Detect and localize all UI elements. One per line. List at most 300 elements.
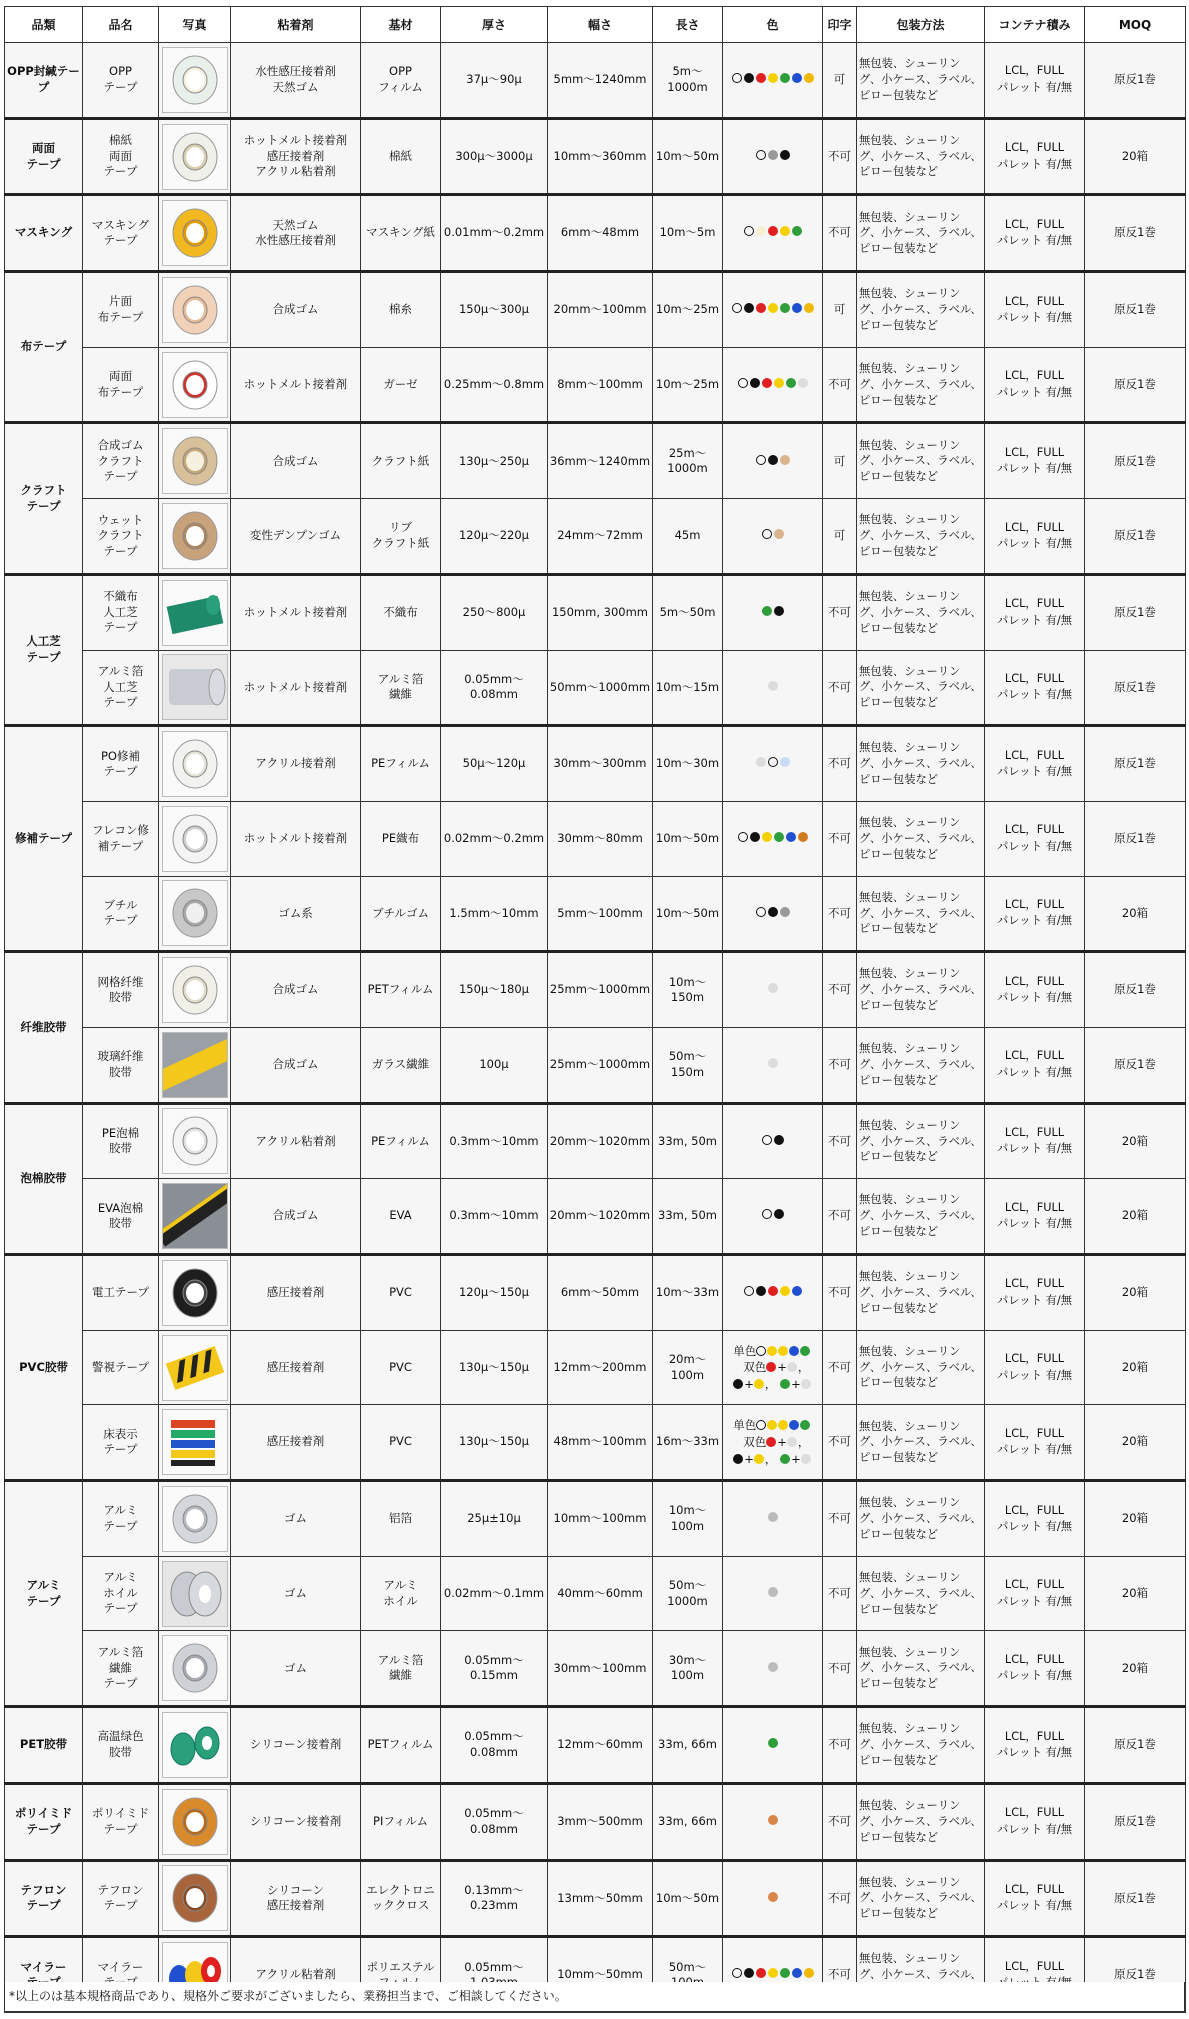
color-swatch (804, 1968, 814, 1978)
table-row (5, 1481, 1186, 1557)
print-cell: 不可 (823, 1860, 857, 1937)
container-cell: LCL，FULL パレット 有/無 (985, 347, 1085, 423)
product-photo (159, 1860, 231, 1937)
thickness-cell: 0.02mm～0.1mm (441, 1556, 548, 1631)
color-swatch (768, 907, 778, 917)
adhesive-cell: アクリル接着剤 (231, 726, 361, 802)
width-cell: 6mm～50mm (548, 1255, 653, 1331)
packaging-cell: 無包装、シューリング、小ケース、ラベル、ピロー包装など (857, 43, 985, 119)
tape-photo-icon (162, 47, 228, 113)
container-cell: LCL，FULL パレット 有/無 (985, 1783, 1085, 1860)
color-swatch (774, 1135, 784, 1145)
moq-cell: 20箱 (1085, 1631, 1186, 1707)
color-swatch (787, 1437, 797, 1447)
moq-cell: 20箱 (1085, 1179, 1186, 1255)
product-name: 片面 布テープ (83, 272, 159, 348)
color-swatch (738, 378, 748, 388)
print-cell: 可 (823, 423, 857, 499)
packaging-cell: 無包装、シューリング、小ケース、ラベル、ピロー包装など (857, 1631, 985, 1707)
adhesive-cell: 変性デンプンゴム (231, 499, 361, 575)
table-row (5, 1860, 1186, 1937)
thickness-cell: 150μ～180μ (441, 952, 548, 1028)
color-swatches (738, 378, 808, 388)
product-photo (159, 1103, 231, 1179)
width-cell: 10mm～50mm (548, 1937, 653, 2013)
header-thickness: 厚さ (441, 7, 548, 43)
adhesive-cell: 合成ゴム (231, 952, 361, 1028)
length-cell: 10m～100m (653, 1481, 723, 1557)
thickness-cell: 0.05mm～0.08mm (441, 650, 548, 726)
packaging-cell: 無包装、シューリング、小ケース、ラベル、ピロー包装など (857, 1255, 985, 1331)
product-photo (159, 1179, 231, 1255)
length-cell: 33m, 66m (653, 1707, 723, 1784)
base-material-cell: PVC (361, 1330, 441, 1405)
container-cell: LCL，FULL パレット 有/無 (985, 801, 1085, 876)
base-material-cell: PE織布 (361, 801, 441, 876)
thickness-cell: 0.3mm～10mm (441, 1103, 548, 1179)
color-swatch (780, 150, 790, 160)
adhesive-cell: ゴム系 (231, 876, 361, 952)
moq-cell: 20箱 (1085, 1330, 1186, 1405)
thickness-cell: 1.5mm～10mm (441, 876, 548, 952)
packaging-cell: 無包装、シューリング、小ケース、ラベル、ピロー包装など (857, 1027, 985, 1103)
color-swatch (780, 1454, 790, 1464)
category-cell: PVC胶带 (5, 1255, 83, 1481)
packaging-cell: 無包装、シューリング、小ケース、ラベル、ピロー包装など (857, 1556, 985, 1631)
thickness-cell: 120μ～220μ (441, 499, 548, 575)
color-swatch (780, 1286, 790, 1296)
moq-cell: 原反1巻 (1085, 347, 1186, 423)
product-name: ブチル テープ (83, 876, 159, 952)
tape-photo-icon (162, 1635, 228, 1701)
color-swatch (756, 303, 766, 313)
color-swatch (756, 226, 766, 236)
width-cell: 20mm～1020mm (548, 1103, 653, 1179)
color-swatches (762, 1135, 784, 1145)
tape-photo-icon (162, 1486, 228, 1552)
product-photo (159, 801, 231, 876)
color-swatches (768, 1587, 778, 1597)
print-cell: 不可 (823, 1631, 857, 1707)
thickness-cell: 0.02mm～0.2mm (441, 801, 548, 876)
color-cell (723, 1330, 823, 1405)
color-swatch (756, 1968, 766, 1978)
color-swatch (804, 303, 814, 313)
color-combination: 单色 双色 + ， + ， + (733, 1418, 810, 1466)
color-swatch (768, 150, 778, 160)
packaging-cell: 無包装、シューリング、小ケース、ラベル、ピロー包装など (857, 650, 985, 726)
length-cell: 50m～150m (653, 1027, 723, 1103)
product-photo (159, 574, 231, 650)
category-cell: 人工芝 テープ (5, 574, 83, 725)
color-swatch (774, 529, 784, 539)
table-row (5, 1255, 1186, 1331)
color-swatch (801, 1454, 811, 1464)
color-swatch (780, 757, 790, 767)
category-cell: マスキング (5, 195, 83, 272)
width-cell: 30mm～80mm (548, 801, 653, 876)
print-cell: 不可 (823, 876, 857, 952)
base-material-cell: PEフィルム (361, 726, 441, 802)
thickness-cell: 300μ～3000μ (441, 118, 548, 195)
color-cell (723, 118, 823, 195)
container-cell: LCL，FULL パレット 有/無 (985, 43, 1085, 119)
thickness-cell: 50μ～120μ (441, 726, 548, 802)
header-category: 品類 (5, 7, 83, 43)
color-cell (723, 650, 823, 726)
length-cell: 50m～ (653, 1937, 723, 2013)
thickness-cell: 0.05mm～0.08mm (441, 1783, 548, 1860)
color-swatch (744, 1968, 754, 1978)
thickness-cell: 100μ (441, 1027, 548, 1103)
base-material-cell: クラフト紙 (361, 423, 441, 499)
width-cell: 5mm～100mm (548, 876, 653, 952)
adhesive-cell: ホットメルト接着剤 (231, 801, 361, 876)
adhesive-cell: 合成ゴム (231, 272, 361, 348)
table-body (5, 43, 1186, 2013)
color-swatch (762, 1135, 772, 1145)
length-cell: 25m～1000m (653, 423, 723, 499)
packaging-cell: 無包装、シューリング、小ケース、ラベル、ピロー包装など (857, 499, 985, 575)
width-cell: 12mm～200mm (548, 1330, 653, 1405)
base-material-cell: PETフィルム (361, 1707, 441, 1784)
color-swatch (762, 832, 772, 842)
color-cell (723, 43, 823, 119)
color-swatches (732, 303, 814, 313)
packaging-cell: 無包装、シューリング、小ケース、ラベル、ピロー包装など (857, 1330, 985, 1405)
length-cell: 16m～33m (653, 1405, 723, 1481)
color-swatches (768, 1892, 778, 1902)
width-cell: 48mm～100mm (548, 1405, 653, 1481)
color-swatch (754, 1454, 764, 1464)
color-swatch (774, 832, 784, 842)
product-photo (159, 1707, 231, 1784)
color-swatches (744, 226, 802, 236)
print-cell: 不可 (823, 1937, 857, 2013)
width-cell: 20mm～100mm (548, 272, 653, 348)
color-swatch (756, 455, 766, 465)
base-material-cell: OPP フィルム (361, 43, 441, 119)
color-swatch (768, 1512, 778, 1522)
color-swatch (766, 1362, 776, 1372)
product-name: EVA泡棉 胶带 (83, 1179, 159, 1255)
color-swatch (774, 1209, 784, 1219)
tape-photo-icon (162, 1335, 228, 1401)
header-print: 印字 (823, 7, 857, 43)
moq-cell: 原反1巻 (1085, 1027, 1186, 1103)
width-cell: 3mm～500mm (548, 1783, 653, 1860)
length-cell: 5m～1000m (653, 43, 723, 119)
table-row (5, 347, 1186, 423)
product-name: 不織布 人工芝 テープ (83, 574, 159, 650)
color-swatch (768, 455, 778, 465)
product-name: 玻璃纤维 胶带 (83, 1027, 159, 1103)
moq-cell: 原反1巻 (1085, 801, 1186, 876)
category-cell: 纤维胶带 (5, 952, 83, 1103)
adhesive-cell: ゴム (231, 1631, 361, 1707)
thickness-cell: 0.05mm～ (441, 1937, 548, 2013)
adhesive-cell: 水性感圧接着剤 天然ゴム (231, 43, 361, 119)
width-cell: 10mm～360mm (548, 118, 653, 195)
base-material-cell: PVC (361, 1405, 441, 1481)
print-cell: 不可 (823, 1027, 857, 1103)
color-cell (723, 423, 823, 499)
tape-photo-icon (162, 654, 228, 720)
container-cell: LCL，FULL パレット 有/無 (985, 1556, 1085, 1631)
length-cell: 10m～5m (653, 195, 723, 272)
color-swatch (738, 832, 748, 842)
color-swatch (754, 1379, 764, 1389)
product-name: 网格纤维 胶带 (83, 952, 159, 1028)
container-cell: LCL，FULL パレット 有/無 (985, 1027, 1085, 1103)
tape-photo-icon (162, 731, 228, 797)
table-row (5, 118, 1186, 195)
color-cell (723, 1179, 823, 1255)
product-name: OPP テープ (83, 43, 159, 119)
product-name: PO修補 テープ (83, 726, 159, 802)
print-cell: 不可 (823, 1783, 857, 1860)
color-swatches (768, 1815, 778, 1825)
print-cell: 不可 (823, 347, 857, 423)
adhesive-cell: アクリル粘着剤 (231, 1103, 361, 1179)
container-cell: LCL，FULL パレット 有/無 (985, 195, 1085, 272)
product-name: 高温绿色 胶带 (83, 1707, 159, 1784)
container-cell: LCL，FULL パレット 有/無 (985, 726, 1085, 802)
color-swatch (800, 1346, 810, 1356)
color-swatch (768, 983, 778, 993)
base-material-cell: 不織布 (361, 574, 441, 650)
moq-cell: 20箱 (1085, 1255, 1186, 1331)
moq-cell: 20箱 (1085, 1556, 1186, 1631)
color-swatch (756, 1346, 766, 1356)
color-swatch (768, 1286, 778, 1296)
product-photo (159, 43, 231, 119)
product-photo (159, 650, 231, 726)
product-photo (159, 499, 231, 575)
color-swatch (780, 226, 790, 236)
moq-cell: 原反1巻 (1085, 499, 1186, 575)
color-swatch (762, 529, 772, 539)
adhesive-cell: ゴム (231, 1481, 361, 1557)
thickness-cell: 150μ～300μ (441, 272, 548, 348)
color-swatch (800, 1420, 810, 1430)
product-photo (159, 1481, 231, 1557)
color-swatches (768, 1662, 778, 1672)
color-swatch (787, 1362, 797, 1372)
tape-photo-icon (162, 503, 228, 569)
product-photo (159, 726, 231, 802)
width-cell: 150mm, 300mm (548, 574, 653, 650)
color-swatch (767, 1420, 777, 1430)
container-cell: LCL，FULL パレット 有/無 (985, 1707, 1085, 1784)
container-cell: LCL，FULL パレット 有/無 (985, 650, 1085, 726)
color-swatch (768, 1058, 778, 1068)
color-swatches (732, 1968, 814, 1978)
color-swatches (768, 983, 778, 993)
color-swatch (780, 907, 790, 917)
packaging-cell: 無包装、シューリング、小ケース、ラベル、ピロー包装など (857, 876, 985, 952)
color-swatch (801, 1379, 811, 1389)
color-swatch (762, 378, 772, 388)
product-photo (159, 1255, 231, 1331)
print-cell: 不可 (823, 1179, 857, 1255)
table-row (5, 726, 1186, 802)
category-cell: テフロン テープ (5, 1860, 83, 1937)
thickness-cell: 0.25mm～0.8mm (441, 347, 548, 423)
color-swatches (744, 1286, 802, 1296)
width-cell: 6mm～48mm (548, 195, 653, 272)
table-row (5, 1330, 1186, 1405)
length-cell: 30m～100m (653, 1631, 723, 1707)
base-material-cell: ポリエステル (361, 1937, 441, 2013)
base-material-cell: エレクトロニ ッククロス (361, 1860, 441, 1937)
base-material-cell: アルミ箔 繊維 (361, 1631, 441, 1707)
color-swatch (762, 606, 772, 616)
table-row (5, 1631, 1186, 1707)
thickness-cell: 250～800μ (441, 574, 548, 650)
length-cell: 10m～150m (653, 952, 723, 1028)
adhesive-cell: ゴム (231, 1556, 361, 1631)
color-cell (723, 195, 823, 272)
header-container: コンテナ積み (985, 7, 1085, 43)
packaging-cell: 無包装、シューリング、小ケース、ラベル、ピロー包装など (857, 1707, 985, 1784)
tape-photo-icon (162, 1108, 228, 1174)
base-material-cell: 铝箔 (361, 1481, 441, 1557)
print-cell: 不可 (823, 1255, 857, 1331)
adhesive-cell: シリコーン 感圧接着剤 (231, 1860, 361, 1937)
table-row (5, 801, 1186, 876)
container-cell: LCL，FULL パレット 有/無 (985, 499, 1085, 575)
color-swatch (756, 73, 766, 83)
print-cell: 不可 (823, 1103, 857, 1179)
product-name: テフロン テープ (83, 1860, 159, 1937)
product-photo (159, 1556, 231, 1631)
table-row (5, 195, 1186, 272)
thickness-cell: 130μ～250μ (441, 423, 548, 499)
table-row (5, 876, 1186, 952)
color-swatch (756, 150, 766, 160)
product-name: 合成ゴム クラフト テープ (83, 423, 159, 499)
length-cell: 10m～33m (653, 1255, 723, 1331)
base-material-cell: PIフィルム (361, 1783, 441, 1860)
color-swatch (768, 757, 778, 767)
container-cell: LCL，FULL パレット 有/無 (985, 1255, 1085, 1331)
width-cell: 12mm～60mm (548, 1707, 653, 1784)
color-swatch (733, 1454, 743, 1464)
print-cell: 可 (823, 272, 857, 348)
container-cell: LCL，FULL パレット 有/無 (985, 1860, 1085, 1937)
length-cell: 10m～25m (653, 347, 723, 423)
category-cell: クラフト テープ (5, 423, 83, 574)
print-cell: 不可 (823, 1481, 857, 1557)
width-cell: 50mm～1000mm (548, 650, 653, 726)
tape-photo-icon (162, 1865, 228, 1931)
adhesive-cell: アクリル粘着剤 (231, 1937, 361, 2013)
tape-photo-icon (162, 806, 228, 872)
color-swatch (732, 1968, 742, 1978)
color-swatch (766, 1437, 776, 1447)
color-cell (723, 1707, 823, 1784)
length-cell: 10m～50m (653, 1860, 723, 1937)
color-swatches (738, 832, 808, 842)
color-swatch (756, 1286, 766, 1296)
color-swatch (780, 1968, 790, 1978)
color-swatch (789, 1420, 799, 1430)
color-swatch (750, 832, 760, 842)
print-cell: 不可 (823, 952, 857, 1028)
product-name: アルミ テープ (83, 1481, 159, 1557)
length-cell: 5m～50m (653, 574, 723, 650)
packaging-cell: 無包装、シューリング、小ケース、ラベル、ピロー包装など (857, 272, 985, 348)
color-swatch (767, 1346, 777, 1356)
category-cell: 修補テープ (5, 726, 83, 952)
header-row (5, 7, 1186, 43)
container-cell: LCL，FULL パレット 有/無 (985, 118, 1085, 195)
moq-cell: 20箱 (1085, 1103, 1186, 1179)
moq-cell: 20箱 (1085, 1405, 1186, 1481)
product-photo (159, 876, 231, 952)
color-swatch (789, 1346, 799, 1356)
moq-cell: 原反1巻 (1085, 1707, 1186, 1784)
container-cell: LCL，FULL パレット 有/無 (985, 1330, 1085, 1405)
category-cell: OPP封緘テープ (5, 43, 83, 119)
color-cell (723, 1860, 823, 1937)
color-swatch (780, 73, 790, 83)
width-cell: 5mm～1240mm (548, 43, 653, 119)
color-swatch (792, 1286, 802, 1296)
adhesive-cell: ホットメルト接着剤 (231, 650, 361, 726)
table-row (5, 499, 1186, 575)
print-cell: 可 (823, 43, 857, 119)
color-swatch (792, 73, 802, 83)
color-cell (723, 499, 823, 575)
color-swatch (786, 832, 796, 842)
header-base: 基材 (361, 7, 441, 43)
base-material-cell: PETフィルム (361, 952, 441, 1028)
color-swatch (744, 1286, 754, 1296)
color-swatches (762, 1209, 784, 1219)
base-material-cell: 棉糸 (361, 272, 441, 348)
adhesive-cell: 感圧接着剤 (231, 1255, 361, 1331)
category-cell: アルミ テープ (5, 1481, 83, 1707)
product-name: フレコン修 補テープ (83, 801, 159, 876)
adhesive-cell: ホットメルト接着剤 (231, 347, 361, 423)
print-cell: 不可 (823, 195, 857, 272)
print-cell: 不可 (823, 650, 857, 726)
product-name: アルミ箔 繊維 テープ (83, 1631, 159, 1707)
width-cell: 25mm～1000mm (548, 952, 653, 1028)
base-material-cell: 棉紙 (361, 118, 441, 195)
color-swatch (768, 1587, 778, 1597)
color-swatch (768, 303, 778, 313)
table-row (5, 1179, 1186, 1255)
product-photo (159, 1405, 231, 1481)
print-cell: 不可 (823, 1405, 857, 1481)
product-name: 棉紙 両面 テープ (83, 118, 159, 195)
packaging-cell: 無包装、シューリング、小ケース、ラベル、ピロー包装など (857, 1179, 985, 1255)
packaging-cell: 無包装、シューリング、小ケース、ラベル、ピロー包装など (857, 726, 985, 802)
table-row (5, 43, 1186, 119)
color-swatches (756, 757, 790, 767)
width-cell: 24mm～72mm (548, 499, 653, 575)
color-cell (723, 876, 823, 952)
width-cell: 30mm～300mm (548, 726, 653, 802)
length-cell: 50m～1000m (653, 1556, 723, 1631)
product-photo (159, 423, 231, 499)
color-swatch (768, 1968, 778, 1978)
color-swatch (756, 907, 766, 917)
thickness-cell: 37μ～90μ (441, 43, 548, 119)
